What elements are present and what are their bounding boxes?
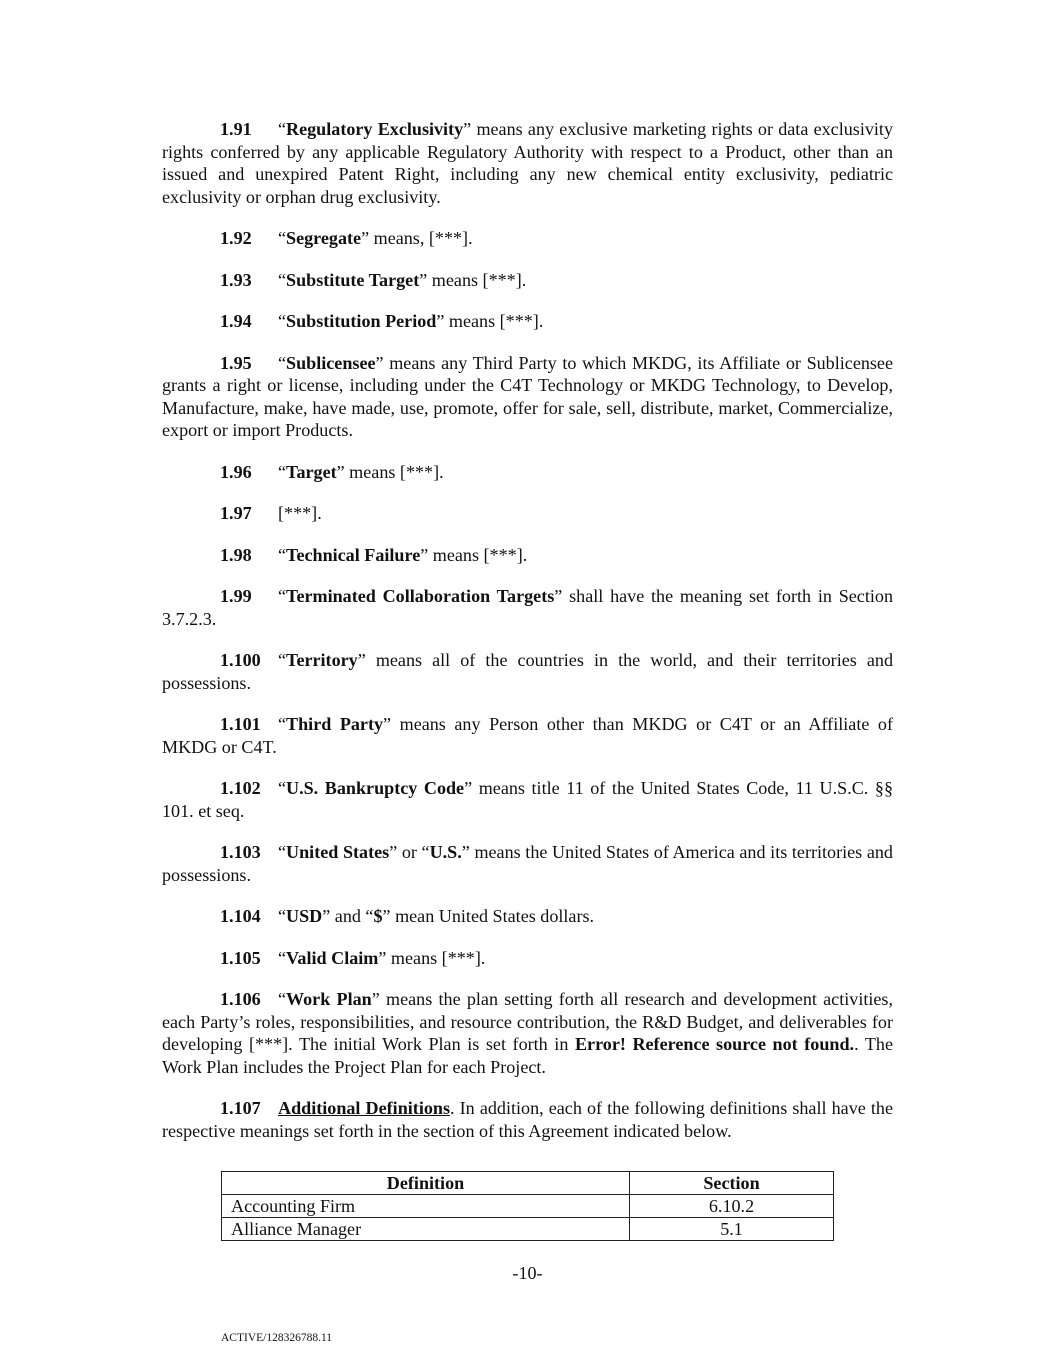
definition-text: ” means the plan setting forth all research and development activities, each Party’s roles, responsibilities, and resource contribution, the R&D Budget, and deliverables for developing [***]. The initial Work Plan is set forth in bbox=[162, 989, 893, 1054]
defined-term: Error! Reference source not found. bbox=[574, 1034, 855, 1054]
definition-paragraph bbox=[162, 461, 893, 484]
defined-term: $ bbox=[373, 906, 383, 926]
definition-paragraph bbox=[162, 649, 893, 694]
definition-text: “ bbox=[278, 842, 287, 862]
definition-number: 1.106 bbox=[220, 989, 261, 1009]
definition-text: “ bbox=[278, 947, 287, 968]
definition-paragraph bbox=[162, 227, 893, 250]
defined-term: Third Party bbox=[286, 714, 384, 734]
definition-text: ” means title 11 of the United States Code, 11 U.S.C. §§ 101. et seq. bbox=[162, 778, 893, 821]
definition-text: [***]. bbox=[278, 503, 322, 523]
definition-number: 1.107 bbox=[220, 1098, 261, 1118]
definition-text: ” and “ bbox=[322, 906, 374, 926]
definition-number: 1.105 bbox=[220, 947, 261, 968]
defined-term: Sublicensee bbox=[286, 352, 376, 373]
table-cell-term: Alliance Manager bbox=[222, 1218, 630, 1241]
defined-term: Terminated Collaboration Targets bbox=[286, 586, 555, 606]
definition-number: 1.101 bbox=[220, 714, 261, 734]
definition-text: “ bbox=[278, 989, 287, 1009]
defined-term: USD bbox=[286, 906, 323, 926]
table-header-section: Section bbox=[630, 1172, 834, 1195]
definition-text: “ bbox=[278, 714, 287, 734]
definition-text: ” or “ bbox=[389, 842, 430, 862]
definition-text: ” means, [***]. bbox=[361, 228, 473, 248]
table-cell-term: Accounting Firm bbox=[222, 1195, 630, 1218]
definition-text: “ bbox=[278, 778, 287, 798]
defined-term: Work Plan bbox=[286, 989, 372, 1009]
definition-number: 1.94 bbox=[220, 311, 252, 331]
definition-text: ” means [***]. bbox=[436, 311, 544, 331]
page-number: -10- bbox=[512, 1263, 543, 1283]
definition-paragraph bbox=[162, 502, 893, 525]
definition-text: ” means all of the countries in the world, and their territories and possessions. bbox=[162, 650, 893, 693]
table-row bbox=[222, 1218, 834, 1241]
definition-paragraph bbox=[162, 269, 893, 292]
defined-term: United States bbox=[286, 842, 390, 862]
definition-paragraph bbox=[162, 988, 893, 1078]
definition-number: 1.95 bbox=[220, 352, 252, 373]
definition-text: “ bbox=[278, 119, 287, 139]
definition-paragraph bbox=[162, 947, 893, 970]
table-header-row bbox=[222, 1172, 834, 1195]
definition-paragraph bbox=[162, 352, 893, 442]
table-cell-section: 5.1 bbox=[630, 1218, 834, 1241]
definition-text: “ bbox=[278, 906, 287, 926]
defined-term: U.S. Bankruptcy Code bbox=[286, 778, 465, 798]
definition-number: 1.93 bbox=[220, 269, 252, 290]
definition-paragraph bbox=[162, 905, 893, 928]
definition-text: ” means [***]. bbox=[378, 947, 486, 968]
definition-number: 1.91 bbox=[220, 119, 252, 139]
definition-text: ” means [***]. bbox=[419, 269, 527, 290]
definition-number: 1.100 bbox=[220, 650, 261, 670]
definition-paragraph bbox=[162, 841, 893, 886]
definition-text: ” means any exclusive marketing rights or data exclusivity rights conferred by any applicable Regulatory Authority with respect to a Product, other than an issued and unexpired Patent Right, including any new chemical entity exclusivity, pediatric exclusivity or orphan drug exclusivity. bbox=[162, 119, 894, 207]
defined-term: U.S. bbox=[429, 842, 462, 862]
definition-text: “ bbox=[278, 544, 287, 565]
table-cell-section: 6.10.2 bbox=[630, 1195, 834, 1218]
definition-text: ” means the United States of America and its territories and possessions. bbox=[162, 842, 893, 885]
defined-term: Technical Failure bbox=[286, 544, 421, 565]
definition-text: ” means [***]. bbox=[420, 544, 528, 565]
definitions-list bbox=[162, 118, 893, 1161]
document-id-footer: ACTIVE/128326788.11 bbox=[221, 1332, 333, 1344]
definition-text: “ bbox=[278, 311, 287, 331]
defined-term: Substitute Target bbox=[286, 269, 420, 290]
definition-number: 1.92 bbox=[220, 228, 252, 248]
definitions-table bbox=[221, 1171, 834, 1241]
table-row bbox=[222, 1195, 834, 1218]
definition-text: “ bbox=[278, 461, 287, 482]
defined-term: Valid Claim bbox=[286, 947, 379, 968]
definition-paragraph bbox=[162, 713, 893, 758]
definition-text: ” means any Third Party to which MKDG, its Affiliate or Sublicensee grants a right or license, including under the C4T Technology or MKDG Technology, to Develop, Manufacture, make, have made, use, promote, offer for sale, sell, distribute, market, Commercialize, export or import Products. bbox=[162, 352, 893, 440]
definition-text: . In addition, each of the following definitions shall have the respective meanings set forth in the section of this Agreement indicated below. bbox=[162, 1098, 893, 1141]
definition-number: 1.99 bbox=[220, 586, 252, 606]
definition-text: “ bbox=[278, 228, 287, 248]
definition-paragraph bbox=[162, 310, 893, 333]
section-heading: Additional Definitions bbox=[278, 1098, 451, 1118]
definition-paragraph bbox=[162, 118, 893, 208]
definition-text: ” means any Person other than MKDG or C4T or an Affiliate of MKDG or C4T. bbox=[162, 714, 893, 757]
definition-number: 1.97 bbox=[220, 503, 252, 523]
definition-number: 1.103 bbox=[220, 842, 261, 862]
table-header-definition: Definition bbox=[222, 1172, 630, 1195]
definition-text: . The Work Plan includes the Project Plan for each Project. bbox=[162, 1034, 893, 1077]
definition-number: 1.102 bbox=[220, 778, 261, 798]
defined-term: Segregate bbox=[286, 228, 362, 248]
defined-term: Territory bbox=[286, 650, 358, 670]
definition-text: “ bbox=[278, 586, 287, 606]
definition-number: 1.98 bbox=[220, 544, 252, 565]
definition-number: 1.104 bbox=[220, 906, 261, 926]
definition-text: “ bbox=[278, 650, 287, 670]
defined-term: Substitution Period bbox=[286, 311, 437, 331]
definition-paragraph bbox=[162, 585, 893, 630]
definition-text: “ bbox=[278, 352, 287, 373]
definition-text: ” mean United States dollars. bbox=[382, 906, 595, 926]
defined-term: Regulatory Exclusivity bbox=[286, 119, 464, 139]
definition-text: ” shall have the meaning set forth in Section 3.7.2.3. bbox=[162, 586, 893, 629]
definition-text: ” means [***]. bbox=[336, 461, 444, 482]
definition-text: “ bbox=[278, 269, 287, 290]
definition-paragraph bbox=[162, 1097, 893, 1142]
definition-paragraph bbox=[162, 544, 893, 567]
defined-term: Target bbox=[286, 461, 337, 482]
definition-number: 1.96 bbox=[220, 461, 252, 482]
definition-paragraph bbox=[162, 777, 893, 822]
